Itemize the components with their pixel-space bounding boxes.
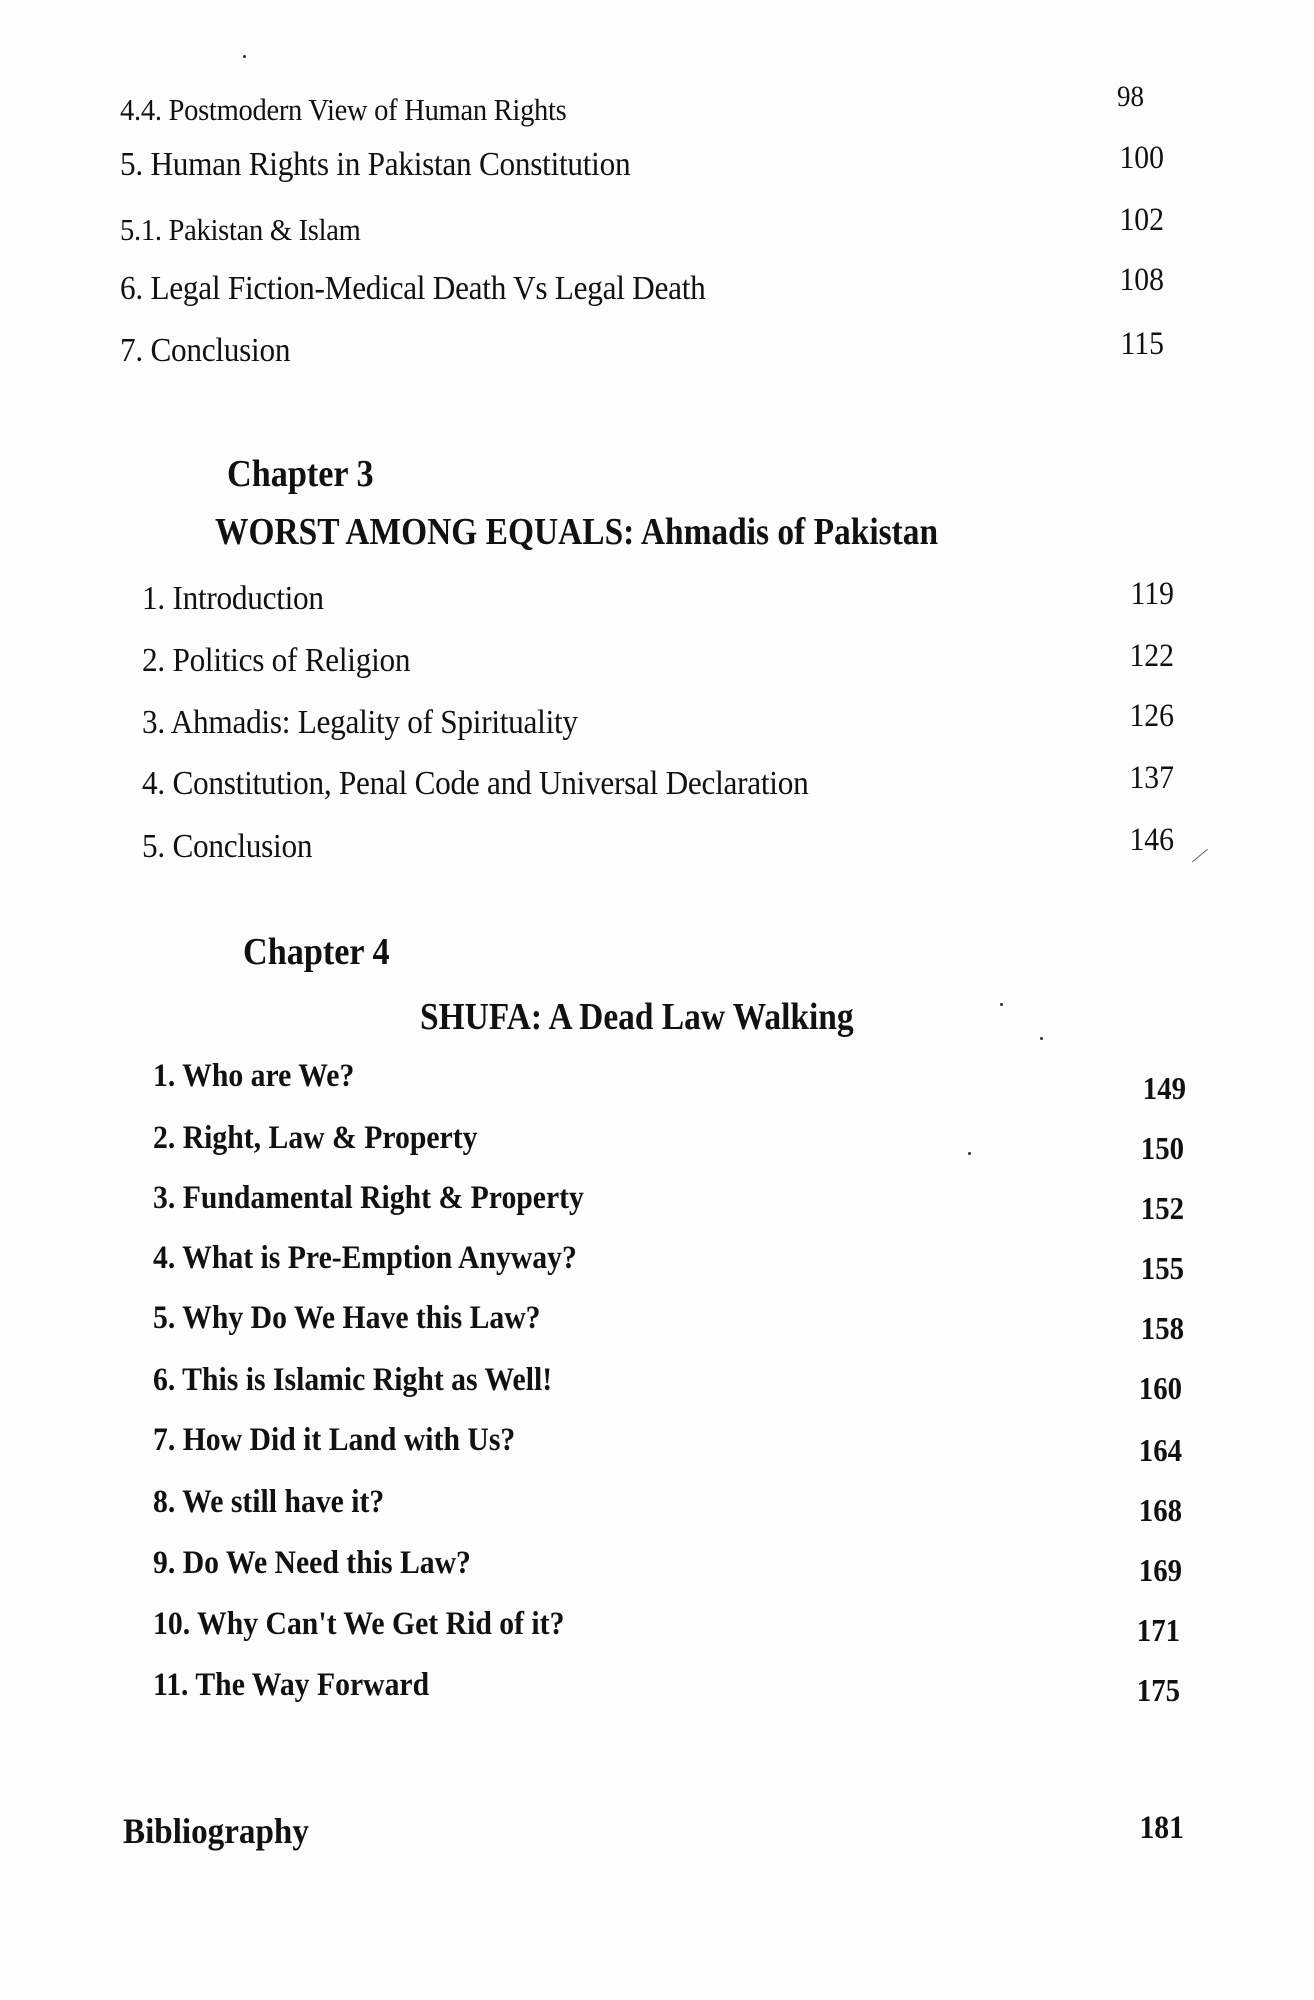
toc-entry-title[interactable]: 8. We still have it?	[153, 1484, 385, 1520]
toc-entry-page: 108	[1119, 262, 1164, 298]
toc-entry-page: 150	[1140, 1130, 1184, 1166]
toc-entry-page: 168	[1138, 1492, 1182, 1528]
scan-speck	[1040, 1037, 1043, 1040]
scan-speck	[968, 1152, 971, 1155]
toc-entry-title[interactable]: 7. Conclusion	[120, 332, 291, 369]
chapter-title: WORST AMONG EQUALS: Ahmadis of Pakistan	[215, 511, 939, 553]
bibliography-page: 181	[1139, 1810, 1184, 1846]
toc-entry-page: 119	[1130, 576, 1174, 612]
toc-entry-page: 126	[1129, 698, 1174, 734]
toc-entry-page: 100	[1119, 140, 1164, 176]
chapter-label: Chapter 3	[227, 453, 374, 495]
toc-entry-title[interactable]: 10. Why Can't We Get Rid of it?	[153, 1606, 565, 1642]
toc-entry-page: 137	[1129, 760, 1174, 796]
toc-entry-page: 122	[1129, 638, 1174, 674]
toc-entry-page: 115	[1120, 326, 1164, 362]
toc-entry-page: 155	[1140, 1250, 1184, 1286]
toc-entry-page: 158	[1140, 1310, 1184, 1346]
toc-entry-page: 164	[1138, 1432, 1182, 1468]
toc-entry-title[interactable]: 5. Conclusion	[142, 828, 313, 865]
toc-entry-page: 98	[1117, 80, 1144, 113]
toc-entry-title[interactable]: 6. This is Islamic Right as Well!	[153, 1362, 553, 1398]
toc-entry-title[interactable]: 5. Human Rights in Pakistan Constitution	[120, 146, 631, 183]
chapter-label: Chapter 4	[243, 931, 390, 973]
toc-entry-page: 171	[1136, 1612, 1180, 1648]
toc-entry-title[interactable]: 11. The Way Forward	[153, 1667, 430, 1703]
chapter-title: SHUFA: A Dead Law Walking	[420, 996, 854, 1038]
toc-entry-page: 149	[1142, 1070, 1186, 1106]
toc-entry-title[interactable]: 3. Ahmadis: Legality of Spirituality	[142, 704, 578, 741]
toc-entry-title[interactable]: 7. How Did it Land with Us?	[153, 1422, 516, 1458]
toc-entry-title[interactable]: 4.4. Postmodern View of Human Rights	[120, 92, 567, 127]
toc-entry-page: 146	[1129, 822, 1174, 858]
toc-entry-page: 102	[1119, 202, 1164, 238]
toc-entry-title[interactable]: 2. Right, Law & Property	[153, 1120, 478, 1156]
toc-entry-title[interactable]: 5. Why Do We Have this Law?	[153, 1300, 541, 1336]
toc-entry-title[interactable]: 3. Fundamental Right & Property	[153, 1180, 584, 1216]
toc-entry-title[interactable]: 4. What is Pre-Emption Anyway?	[153, 1240, 577, 1276]
toc-entry-title[interactable]: 2. Politics of Religion	[142, 642, 411, 679]
toc-entry-page: 175	[1136, 1672, 1180, 1708]
toc-entry-title[interactable]: 1. Who are We?	[153, 1058, 355, 1094]
bibliography-title[interactable]: Bibliography	[123, 1811, 309, 1851]
toc-entry-page: 160	[1138, 1370, 1182, 1406]
toc-entry-title[interactable]: 9. Do We Need this Law?	[153, 1545, 471, 1581]
toc-entry-page: 169	[1138, 1552, 1182, 1588]
toc-entry-title[interactable]: 1. Introduction	[142, 580, 324, 617]
scan-speck	[243, 55, 246, 58]
toc-entry-page: 152	[1140, 1190, 1184, 1226]
toc-entry-title[interactable]: 5.1. Pakistan & Islam	[120, 212, 361, 247]
toc-entry-title[interactable]: 4. Constitution, Penal Code and Universal Declaration	[142, 765, 809, 802]
scan-speck	[1000, 1003, 1003, 1006]
toc-entry-title[interactable]: 6. Legal Fiction-Medical Death Vs Legal Death	[120, 270, 706, 307]
scan-mark	[1192, 849, 1208, 863]
